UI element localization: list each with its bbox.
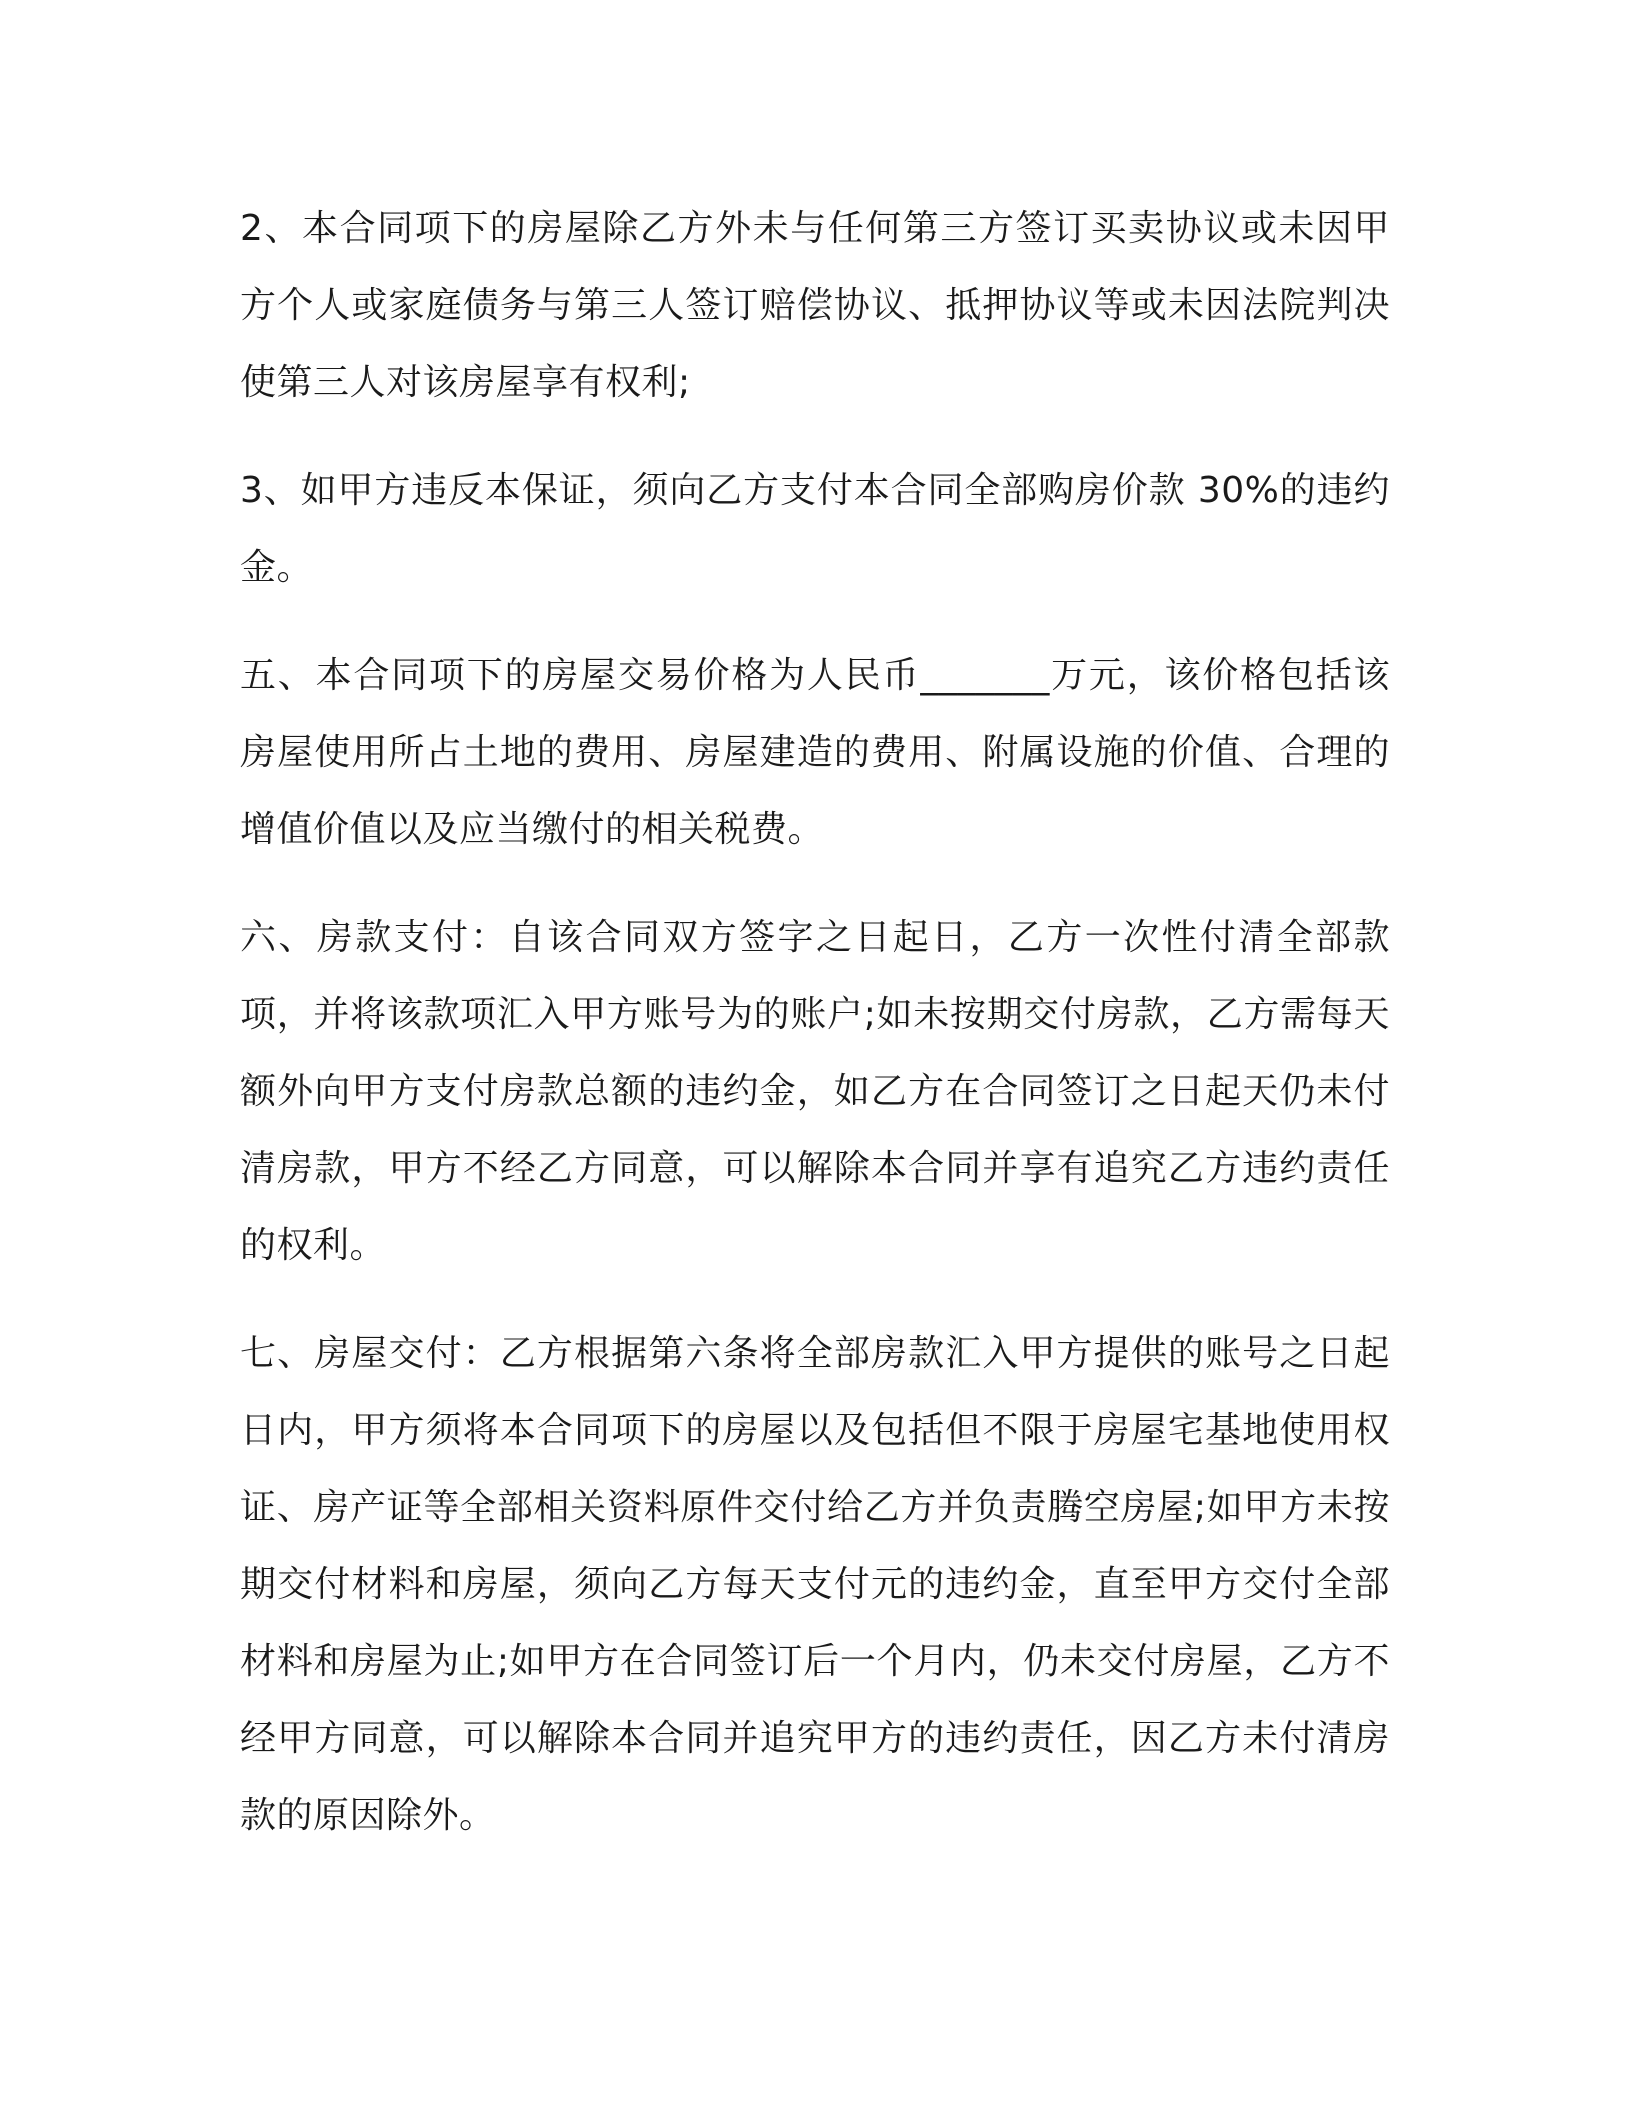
clause-3-paragraph: 3、如甲方违反本保证，须向乙方支付本合同全部购房价款 30%的违约金。 xyxy=(240,470,1390,588)
document-body xyxy=(240,190,1390,1885)
clause-2-paragraph: 2、本合同项下的房屋除乙方外未与任何第三方签订买卖协议或未因甲方个人或家庭债务与第三人签订赔偿协议、抵押协议等或未因法院判决使第三人对该房屋享有权利; xyxy=(240,208,1390,403)
clause-5-price-paragraph: 五、本合同项下的房屋交易价格为人民币_______万元，该价格包括该房屋使用所占土地的费用、房屋建造的费用、附属设施的价值、合理的增值价值以及应当缴付的相关税费。 xyxy=(240,655,1390,850)
clause-6-payment-paragraph: 六、房款支付：自该合同双方签字之日起日，乙方一次性付清全部款项，并将该款项汇入甲方账号为的账户;如未按期交付房款，乙方需每天额外向甲方支付房款总额的违约金，如乙方在合同签订之日起天仍未付清房款，甲方不经乙方同意，可以解除本合同并享有追究乙方违约责任的权利。 xyxy=(240,917,1390,1266)
clause-7-delivery-paragraph: 七、房屋交付：乙方根据第六条将全部房款汇入甲方提供的账号之日起日内，甲方须将本合同项下的房屋以及包括但不限于房屋宅基地使用权证、房产证等全部相关资料原件交付给乙方并负责腾空房屋;如甲方未按期交付材料和房屋，须向乙方每天支付元的违约金，直至甲方交付全部材料和房屋为止;如甲方在合同签订后一个月内，仍未交付房屋，乙方不经甲方同意，可以解除本合同并追究甲方的违约责任，因乙方未付清房款的原因除外。 xyxy=(240,1333,1390,1836)
